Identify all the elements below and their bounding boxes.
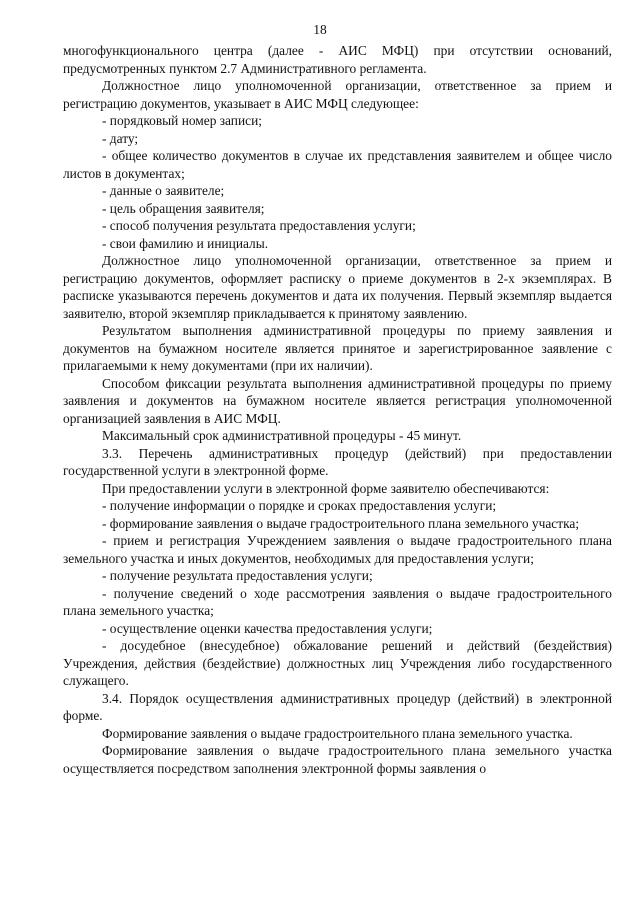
list-item: - дату;	[102, 130, 139, 146]
list-item: - получение результата предоставления услуги;	[102, 568, 373, 583]
paragraph: Максимальный срок административной процедуры - 45 минут.	[102, 428, 462, 443]
section-heading: 3.4. Порядок осуществления административных процедур (действий) в электронной форме.	[63, 690, 612, 723]
section-heading: 3.3. Перечень административных процедур (действий) при предоставлении государственной услуги в электронной форме.	[63, 445, 612, 478]
list-item: - цель обращения заявителя;	[102, 200, 265, 216]
paragraph: Формирование заявления о выдаче градостроительного плана земельного участка.	[102, 725, 573, 741]
paragraph: При предоставлении услуги в электронной форме заявителю обеспечиваются:	[102, 480, 550, 496]
list-item: - общее количество документов в случае их представления заявителем и общее число листов в документах;	[63, 148, 612, 181]
paragraph: Способом фиксации результата выполнения административной процедуры по приему заявления и документов на бумажном носителе является регистрация уполномоченной организацией заявления в АИС МФЦ.	[63, 375, 612, 426]
list-item: - прием и регистрация Учреждением заявления о выдаче градостроительного плана земельного участка и иных документов, необходимых для предоставления услуги;	[63, 533, 612, 566]
paragraph: Результатом выполнения административной процедуры по приему заявления и документов на бумажном носителе является принятое и зарегистрированное заявление с прилагаемыми к нему документами (при их наличии).	[63, 323, 612, 373]
paragraph: Должностное лицо уполномоченной организации, ответственное за прием и регистрацию документов, оформляет расписку о приеме документов в 2-х экземплярах. В расписке указываются перечень документов и дата их получения. Первый экземпляр выдается заявителю, второй экземпляр прикладывается к принятому заявлению.	[63, 253, 612, 321]
list-item: - свои фамилию и инициалы.	[102, 235, 269, 251]
paragraph: Должностное лицо уполномоченной организации, ответственное за прием и регистрацию документов, указывает в АИС МФЦ следующее:	[63, 78, 612, 111]
list-item: - способ получения результата предоставления услуги;	[102, 218, 416, 233]
document-body	[63, 42, 612, 777]
list-item: - формирование заявления о выдаче градостроительного плана земельного участка;	[102, 515, 580, 531]
list-item: - данные о заявителе;	[102, 183, 225, 198]
page-number: 18	[313, 22, 327, 37]
list-item: - получение информации о порядке и сроках предоставления услуги;	[102, 498, 497, 513]
paragraph: Формирование заявления о выдаче градостроительного плана земельного участка осуществляется посредством заполнения электронной формы заявления о	[63, 743, 612, 776]
paragraph: многофункционального центра (далее - АИС МФЦ) при отсутствии оснований, предусмотренных пунктом 2.7 Административного регламента.	[63, 43, 612, 76]
list-item: - досудебное (внесудебное) обжалование решений и действий (бездействия) Учреждения, действия (бездействие) должностных лиц Учреждения либо государственного служащего.	[63, 638, 612, 688]
list-item: - осуществление оценки качества предоставления услуги;	[102, 620, 433, 636]
list-item: - получение сведений о ходе рассмотрения заявления о выдаче градостроительного плана земельного участка;	[63, 585, 612, 618]
list-item: - порядковый номер записи;	[102, 113, 262, 128]
